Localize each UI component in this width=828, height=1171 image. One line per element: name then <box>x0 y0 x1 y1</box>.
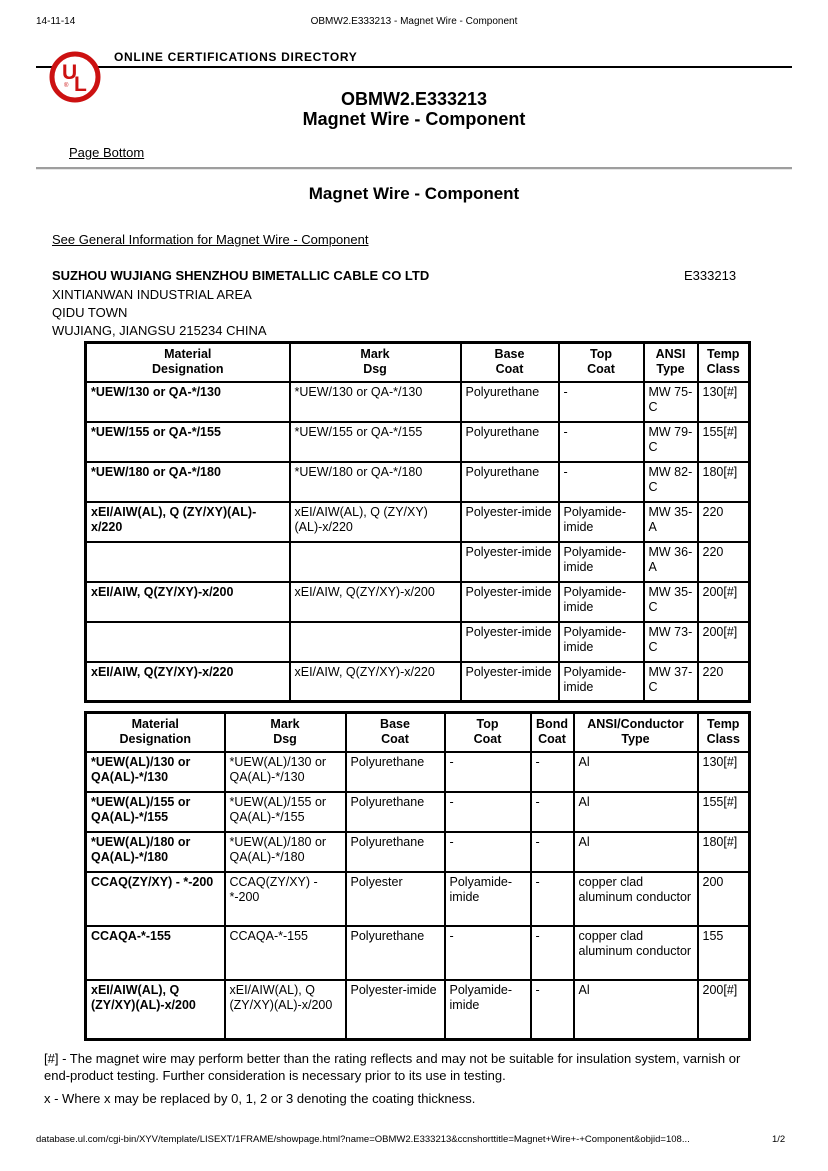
print-date: 14-11-14 <box>36 16 76 27</box>
cell-top-coat: - <box>559 382 644 422</box>
cell-ansi-type: MW 35-C <box>644 582 698 622</box>
cell-top-coat: Polyamide-imide <box>559 662 644 702</box>
cell-material: xEI/AIW(AL), Q (ZY/XY)(AL)-x/200 <box>86 980 225 1040</box>
cell-temp-class: 220 <box>698 542 750 582</box>
cell-material: *UEW/155 or QA-*/155 <box>86 422 290 462</box>
masthead-rule <box>36 66 792 68</box>
th-bond-coat <box>531 713 574 752</box>
cell-bond-coat: - <box>531 752 574 792</box>
ul-logo-letter-u: U <box>62 61 78 84</box>
cell-top-coat: Polyamide-imide <box>559 502 644 542</box>
print-footer-page-number: 1/2 <box>772 1134 786 1145</box>
cell-bond-coat: - <box>531 872 574 926</box>
th-ansi-conductor-type <box>574 713 698 752</box>
footnote-x: x - Where x may be replaced by 0, 1, 2 or 3 denoting the coating thickness. <box>44 1091 476 1106</box>
address-line: WUJIANG, JIANGSU 215234 CHINA <box>52 323 267 338</box>
cell-ansi-type: MW 79-C <box>644 422 698 462</box>
header-line: Designation <box>151 362 224 377</box>
table-row <box>86 542 750 582</box>
cell-material <box>86 542 290 582</box>
horizontal-divider <box>36 167 792 170</box>
header-line: ANSI/Conductor <box>587 717 684 732</box>
cell-mark: xEI/AIW, Q(ZY/XY)-x/200 <box>290 582 461 622</box>
cell-material: xEI/AIW, Q(ZY/XY)-x/200 <box>86 582 290 622</box>
table2-header-row <box>86 713 750 752</box>
cell-temp-class: 180[#] <box>698 832 750 872</box>
header-line: Material <box>164 347 212 362</box>
cell-conductor-type: copper clad aluminum conductor <box>574 926 698 980</box>
cell-base-coat: Polyester-imide <box>461 542 559 582</box>
cell-bond-coat: - <box>531 832 574 872</box>
cell-ansi-type: MW 36-A <box>644 542 698 582</box>
cell-top-coat: Polyamide-imide <box>559 542 644 582</box>
cell-mark: xEI/AIW, Q(ZY/XY)-x/220 <box>290 662 461 702</box>
company-name: SUZHOU WUJIANG SHENZHOU BIMETALLIC CABLE CO LTD <box>52 268 430 283</box>
header-line: Type <box>656 362 685 377</box>
cell-top-coat: - <box>445 926 531 980</box>
magnet-wire-table-1 <box>84 341 751 703</box>
cell-base-coat: Polyurethane <box>461 462 559 502</box>
cell-mark: *UEW(AL)/130 or QA(AL)-*/130 <box>225 752 346 792</box>
cell-ansi-type: MW 35-A <box>644 502 698 542</box>
cell-base-coat: Polyester-imide <box>461 662 559 702</box>
cell-bond-coat: - <box>531 926 574 980</box>
th-top-coat <box>445 713 531 752</box>
cell-ansi-type: MW 37-C <box>644 662 698 702</box>
directory-title: ONLINE CERTIFICATIONS DIRECTORY <box>114 50 358 64</box>
ul-logo-registered-mark: ® <box>64 83 69 89</box>
header-line: Coat <box>587 362 615 377</box>
cell-ansi-type: MW 75-C <box>644 382 698 422</box>
cell-bond-coat: - <box>531 792 574 832</box>
cell-base-coat: Polyester-imide <box>346 980 445 1040</box>
cell-base-coat: Polyurethane <box>346 832 445 872</box>
cell-bond-coat: - <box>531 980 574 1040</box>
cell-top-coat: Polyamide-imide <box>559 622 644 662</box>
cell-temp-class: 155 <box>698 926 750 980</box>
header-line: Designation <box>119 732 192 747</box>
cell-mark: *UEW(AL)/155 or QA(AL)-*/155 <box>225 792 346 832</box>
cell-mark <box>290 542 461 582</box>
section-heading: Magnet Wire - Component <box>308 184 520 203</box>
header-line: Coat <box>538 732 566 747</box>
cell-temp-class: 130[#] <box>698 382 750 422</box>
header-line: Base <box>380 717 410 732</box>
cell-temp-class: 220 <box>698 662 750 702</box>
company-address <box>52 286 267 340</box>
cell-material: xEI/AIW, Q(ZY/XY)-x/220 <box>86 662 290 702</box>
th-base-coat <box>461 343 559 382</box>
table-row <box>86 792 750 832</box>
cell-temp-class: 200 <box>698 872 750 926</box>
footnote-hash: [#] - The magnet wire may perform better than the rating reflects and may not be suitable for insulation system, varnish or end-product testing. Further consideration is necessary prior to its use in testing. <box>44 1051 741 1083</box>
cell-material: *UEW/180 or QA-*/180 <box>86 462 290 502</box>
cell-base-coat: Polyester <box>346 872 445 926</box>
th-ansi-type <box>644 343 698 382</box>
address-line: XINTIANWAN INDUSTRIAL AREA <box>52 287 252 302</box>
cell-conductor-type: copper clad aluminum conductor <box>574 872 698 926</box>
table-row <box>86 662 750 702</box>
th-mark-dsg <box>225 713 346 752</box>
magnet-wire-table-2 <box>84 711 751 1041</box>
cell-temp-class: 155[#] <box>698 422 750 462</box>
page-bottom-link[interactable]: Page Bottom <box>69 145 145 160</box>
cell-base-coat: Polyester-imide <box>461 622 559 662</box>
table-row <box>86 980 750 1040</box>
table-row <box>86 582 750 622</box>
header-line: Class <box>706 362 740 377</box>
cell-temp-class: 200[#] <box>698 582 750 622</box>
cell-conductor-type: Al <box>574 752 698 792</box>
header-line: Coat <box>495 362 524 377</box>
header-line: Top <box>476 717 499 732</box>
cell-mark: xEI/AIW(AL), Q (ZY/XY)(AL)-x/220 <box>290 502 461 542</box>
cell-top-coat: Polyamide-imide <box>445 980 531 1040</box>
cell-mark: CCAQ(ZY/XY) - *-200 <box>225 872 346 926</box>
th-material-designation <box>86 343 290 382</box>
header-line: Dsg <box>363 362 387 377</box>
cell-mark: *UEW/180 or QA-*/180 <box>290 462 461 502</box>
cell-base-coat: Polyurethane <box>346 752 445 792</box>
cell-top-coat: - <box>559 462 644 502</box>
th-base-coat <box>346 713 445 752</box>
cell-temp-class: 130[#] <box>698 752 750 792</box>
cell-mark: CCAQA-*-155 <box>225 926 346 980</box>
cell-material <box>86 622 290 662</box>
table-row <box>86 832 750 872</box>
cell-mark: *UEW(AL)/180 or QA(AL)-*/180 <box>225 832 346 872</box>
print-header-title: OBMW2.E333213 - Magnet Wire - Component <box>310 16 518 27</box>
cell-conductor-type: Al <box>574 792 698 832</box>
cell-ansi-type: MW 82-C <box>644 462 698 502</box>
cell-base-coat: Polyester-imide <box>461 582 559 622</box>
cell-top-coat: - <box>445 832 531 872</box>
cell-base-coat: Polyurethane <box>461 382 559 422</box>
th-mark-dsg <box>290 343 461 382</box>
header-line: Coat <box>381 732 409 747</box>
header-line: Mark <box>270 717 300 732</box>
th-temp-class <box>698 713 750 752</box>
cell-temp-class: 200[#] <box>698 622 750 662</box>
header-line: Mark <box>360 347 390 362</box>
th-top-coat <box>559 343 644 382</box>
cell-material: CCAQA-*-155 <box>86 926 225 980</box>
table-row <box>86 382 750 422</box>
cell-conductor-type: Al <box>574 980 698 1040</box>
table-row <box>86 422 750 462</box>
cell-material: CCAQ(ZY/XY) - *-200 <box>86 872 225 926</box>
header-line: Top <box>590 347 612 362</box>
cell-top-coat: - <box>445 752 531 792</box>
table-row <box>86 622 750 662</box>
cell-conductor-type: Al <box>574 832 698 872</box>
header-line: ANSI <box>655 347 686 362</box>
cell-material: xEI/AIW(AL), Q (ZY/XY)(AL)-x/220 <box>86 502 290 542</box>
cell-mark: *UEW/155 or QA-*/155 <box>290 422 461 462</box>
cell-mark: *UEW/130 or QA-*/130 <box>290 382 461 422</box>
address-line: QIDU TOWN <box>52 305 128 320</box>
table-row <box>86 872 750 926</box>
table-row <box>86 752 750 792</box>
cell-temp-class: 155[#] <box>698 792 750 832</box>
header-line: Material <box>131 717 179 732</box>
cell-ansi-type: MW 73-C <box>644 622 698 662</box>
cell-base-coat: Polyurethane <box>346 926 445 980</box>
cell-temp-class: 180[#] <box>698 462 750 502</box>
cell-temp-class: 200[#] <box>698 980 750 1040</box>
header-line: Dsg <box>273 732 297 747</box>
table-row <box>86 502 750 542</box>
print-footer-url: database.ul.com/cgi-bin/XYV/template/LISEXT/1FRAME/showpage.html?name=OBMW2.E333213&ccnshorttitle=Magnet+Wire+-+Component&objid=108... <box>36 1134 690 1145</box>
cell-base-coat: Polyurethane <box>461 422 559 462</box>
document-subtitle: Magnet Wire - Component <box>302 109 526 129</box>
cell-material: *UEW(AL)/180 or QA(AL)-*/180 <box>86 832 225 872</box>
header-line: Coat <box>473 732 502 747</box>
cell-mark <box>290 622 461 662</box>
general-information-link[interactable]: See General Information for Magnet Wire - Component <box>52 232 369 247</box>
header-line: Base <box>494 347 525 362</box>
th-temp-class <box>698 343 750 382</box>
cell-top-coat: Polyamide-imide <box>445 872 531 926</box>
cell-top-coat: Polyamide-imide <box>559 582 644 622</box>
header-line: Temp <box>707 347 740 362</box>
ul-file-number: E333213 <box>684 268 737 283</box>
document-code-title: OBMW2.E333213 <box>340 89 488 109</box>
cell-top-coat: - <box>559 422 644 462</box>
cell-top-coat: - <box>445 792 531 832</box>
cell-mark: xEI/AIW(AL), Q (ZY/XY)(AL)-x/200 <box>225 980 346 1040</box>
cell-material: *UEW(AL)/155 or QA(AL)-*/155 <box>86 792 225 832</box>
ul-logo-letter-l: L <box>74 73 87 96</box>
header-line: Temp <box>707 717 740 732</box>
cell-base-coat: Polyester-imide <box>461 502 559 542</box>
table1-header-row <box>86 343 750 382</box>
cell-material: *UEW/130 or QA-*/130 <box>86 382 290 422</box>
cell-material: *UEW(AL)/130 or QA(AL)-*/130 <box>86 752 225 792</box>
table-row <box>86 462 750 502</box>
header-line: Class <box>706 732 740 747</box>
cell-base-coat: Polyurethane <box>346 792 445 832</box>
th-material-designation <box>86 713 225 752</box>
header-line: Type <box>621 732 650 747</box>
table-row <box>86 926 750 980</box>
cell-temp-class: 220 <box>698 502 750 542</box>
header-line: Bond <box>536 717 568 732</box>
